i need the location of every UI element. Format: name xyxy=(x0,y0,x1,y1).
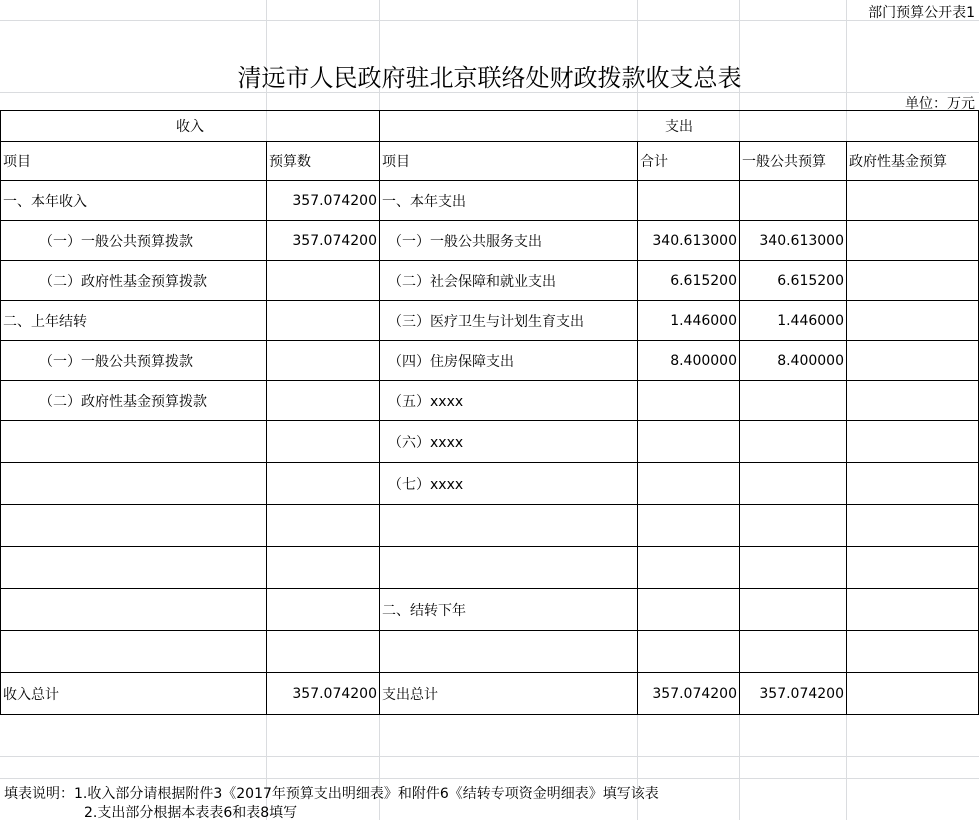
expense-fund xyxy=(847,221,979,261)
expense-general: 1.446000 xyxy=(740,301,847,341)
expense-item: （二）社会保障和就业支出 xyxy=(380,261,638,301)
income-amount xyxy=(267,261,380,301)
expense-general xyxy=(740,631,847,673)
expense-fund xyxy=(847,421,979,463)
table-row xyxy=(1,421,979,463)
expense-item: 二、结转下年 xyxy=(380,589,638,631)
expense-general xyxy=(740,463,847,505)
income-item: （二）政府性基金预算拨款 xyxy=(1,261,267,301)
expense-total: 1.446000 xyxy=(638,301,740,341)
expense-item: （四）住房保障支出 xyxy=(380,341,638,381)
expense-total-general: 357.074200 xyxy=(740,673,847,715)
expense-fund xyxy=(847,631,979,673)
expense-total-amount: 357.074200 xyxy=(638,673,740,715)
income-item xyxy=(1,631,267,673)
income-amount xyxy=(267,463,380,505)
income-amount xyxy=(267,505,380,547)
budget-table xyxy=(0,110,979,715)
expense-general: 340.613000 xyxy=(740,221,847,261)
expense-header: 支出 xyxy=(380,111,979,142)
header-row-columns xyxy=(1,142,979,181)
expense-general: 6.615200 xyxy=(740,261,847,301)
income-item: （一）一般公共预算拨款 xyxy=(1,341,267,381)
expense-total xyxy=(638,589,740,631)
income-amount xyxy=(267,341,380,381)
expense-item xyxy=(380,631,638,673)
grid-line xyxy=(0,778,979,779)
expense-total xyxy=(638,181,740,221)
income-item: （一）一般公共预算拨款 xyxy=(1,221,267,261)
expense-total xyxy=(638,505,740,547)
expense-fund xyxy=(847,301,979,341)
table-row xyxy=(1,261,979,301)
expense-general xyxy=(740,505,847,547)
col-expense-general: 一般公共预算 xyxy=(740,142,847,181)
expense-item: （一）一般公共服务支出 xyxy=(380,221,638,261)
expense-fund xyxy=(847,261,979,301)
expense-total xyxy=(638,463,740,505)
table-row xyxy=(1,221,979,261)
income-amount xyxy=(267,301,380,341)
table-row xyxy=(1,631,979,673)
expense-total xyxy=(638,631,740,673)
expense-item: 一、本年支出 xyxy=(380,181,638,221)
grid-line xyxy=(0,756,979,757)
unit-label: 单位：万元 xyxy=(905,96,975,112)
expense-general xyxy=(740,421,847,463)
expense-item: （三）医疗卫生与计划生育支出 xyxy=(380,301,638,341)
income-amount: 357.074200 xyxy=(267,181,380,221)
expense-general xyxy=(740,381,847,421)
col-expense-fund: 政府性基金预算 xyxy=(847,142,979,181)
expense-fund xyxy=(847,589,979,631)
table-row xyxy=(1,381,979,421)
table-row xyxy=(1,547,979,589)
expense-total: 340.613000 xyxy=(638,221,740,261)
income-amount xyxy=(267,421,380,463)
col-expense-total: 合计 xyxy=(638,142,740,181)
expense-general xyxy=(740,181,847,221)
income-amount xyxy=(267,631,380,673)
note-line-1: 填表说明：1.收入部分请根据附件3《2017年预算支出明细表》和附件6《结转专项资金明细表》填写该表 xyxy=(4,786,659,802)
expense-fund xyxy=(847,381,979,421)
expense-item: （五）xxxx xyxy=(380,381,638,421)
expense-fund xyxy=(847,547,979,589)
expense-total xyxy=(638,421,740,463)
expense-fund xyxy=(847,181,979,221)
expense-item: （六）xxxx xyxy=(380,421,638,463)
col-income-item: 项目 xyxy=(1,142,267,181)
income-item: 二、上年结转 xyxy=(1,301,267,341)
grid-line xyxy=(0,20,979,21)
expense-total-label: 支出总计 xyxy=(380,673,638,715)
income-item xyxy=(1,547,267,589)
table-row xyxy=(1,589,979,631)
expense-fund xyxy=(847,505,979,547)
income-amount xyxy=(267,547,380,589)
income-total-label: 收入总计 xyxy=(1,673,267,715)
expense-fund xyxy=(847,341,979,381)
income-amount xyxy=(267,589,380,631)
corner-label: 部门预算公开表1 xyxy=(868,5,975,21)
expense-general: 8.400000 xyxy=(740,341,847,381)
income-header: 收入 xyxy=(1,111,380,142)
expense-total xyxy=(638,381,740,421)
expense-total-fund xyxy=(847,673,979,715)
expense-total: 6.615200 xyxy=(638,261,740,301)
income-item xyxy=(1,421,267,463)
expense-total xyxy=(638,547,740,589)
table-row xyxy=(1,181,979,221)
col-income-budget: 预算数 xyxy=(267,142,380,181)
page-title: 清远市人民政府驻北京联络处财政拨款收支总表 xyxy=(237,64,742,92)
table-row xyxy=(1,341,979,381)
expense-item: （七）xxxx xyxy=(380,463,638,505)
note-line-2: 2.支出部分根据本表表6和表8填写 xyxy=(84,805,298,821)
table-row xyxy=(1,463,979,505)
table-row xyxy=(1,505,979,547)
col-expense-item: 项目 xyxy=(380,142,638,181)
expense-item xyxy=(380,547,638,589)
income-item xyxy=(1,463,267,505)
income-item xyxy=(1,505,267,547)
expense-total: 8.400000 xyxy=(638,341,740,381)
income-amount xyxy=(267,381,380,421)
expense-general xyxy=(740,547,847,589)
expense-item xyxy=(380,505,638,547)
income-amount: 357.074200 xyxy=(267,221,380,261)
expense-fund xyxy=(847,463,979,505)
header-row-group xyxy=(1,111,979,142)
table-row xyxy=(1,301,979,341)
income-item xyxy=(1,589,267,631)
table-row-total xyxy=(1,673,979,715)
income-item: 一、本年收入 xyxy=(1,181,267,221)
expense-general xyxy=(740,589,847,631)
income-total-amount: 357.074200 xyxy=(267,673,380,715)
income-item: （二）政府性基金预算拨款 xyxy=(1,381,267,421)
